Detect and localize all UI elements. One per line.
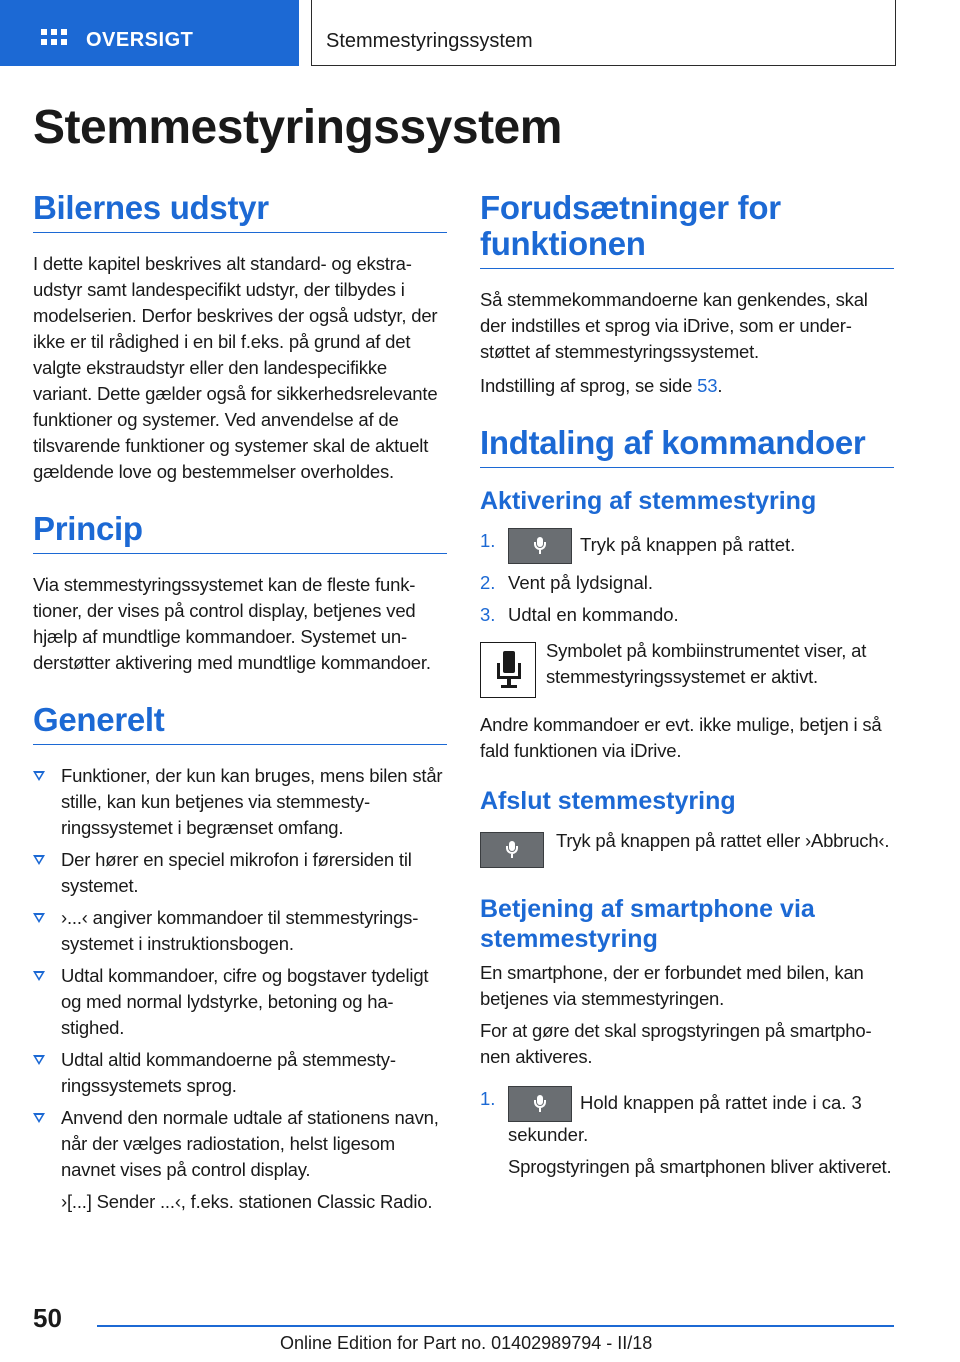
microphone-icon	[506, 841, 518, 859]
list-item: ›...‹ angiver kommandoer til stemmestyringssystemet i instruktionsbogen.	[33, 905, 447, 957]
list-item: Der hører en speciel mikrofon i førersiden til systemet.	[33, 847, 447, 899]
page-title: Stemmestyringssystem	[33, 101, 562, 154]
general-list	[33, 763, 447, 1183]
smartphone-steps	[480, 1086, 894, 1148]
footer-divider	[97, 1325, 894, 1327]
steering-wheel-voice-button	[508, 528, 572, 564]
list-item: Udtal altid kommandoerne på stemmestyringssystemets sprog.	[33, 1047, 447, 1099]
prerequisites-heading: Forudsætninger for funktionen	[480, 190, 894, 269]
top-navigation-bar	[0, 0, 960, 66]
smartphone-text-2: For at gøre det skal sprogstyringen på smartphonen aktiveres.	[480, 1020, 872, 1067]
microphone-icon	[534, 1095, 546, 1113]
equipment-text: I dette kapitel beskrives alt standard- og ekstraudstyr samt landespecifikt udstyr, der tilbydes i modelserien. Derfor beskrives der også udstyr, der ikke er til rådighed i en bil f.eks. på grund af det valgte ekstraudstyr eller den landespecifikke variant. Dette gælder også for sikkerhedsrelevante funktioner og systemer. Ved anvendelse af de tilsvarende funktioner og systemer skal de aktuelt gældende love og bestemmelser overholdes.	[33, 253, 438, 482]
activate-heading: Aktivering af stemmestyring	[480, 487, 817, 515]
left-column	[33, 190, 447, 1241]
bullet-triangle-icon	[33, 971, 45, 981]
active-symbol-row	[480, 638, 894, 698]
list-item: Funktioner, der kun kan bruges, mens bilen står stille, kan kun betjenes via stemmestyringssystemet i begrænset omfang.	[33, 763, 447, 841]
principle-section	[33, 511, 447, 676]
step-item: 2. Vent på lydsignal.	[480, 572, 654, 593]
step-item: 1. Hold knappen på rattet inde i ca. 3 sekunder.	[480, 1088, 862, 1145]
other-commands-text: Andre kommandoer er evt. ikke mulige, betjen i så fald funktionen via iDrive.	[480, 714, 882, 761]
bullet-triangle-icon	[33, 1055, 45, 1065]
principle-text: Via stemmestyringssystemet kan de fleste funktioner, der vises på control display, betjenes ved hjælp af mundtlige kommandoer. Systemet understøtter aktivering med mundtlige kommandoer.	[33, 574, 431, 673]
bullet-triangle-icon	[33, 771, 45, 781]
current-section-tab[interactable]	[311, 0, 896, 66]
microphone-icon	[534, 537, 546, 555]
instrument-cluster-microphone-icon	[480, 642, 536, 698]
bullet-triangle-icon	[33, 855, 45, 865]
symbol-text: Symbolet på kombiinstrumentet viser, at stemmestyringssystemet er aktivt.	[546, 640, 867, 687]
list-item: Udtal kommandoer, cifre og bogstaver tydeligt og med normal lydstyrke, betoning og hastighed.	[33, 963, 447, 1041]
list-item: Anvend den normale udtale af stationens navn, når der vælges radiostation, helst ligesom navnet vises på control display.	[33, 1105, 447, 1183]
bullet-triangle-icon	[33, 1113, 45, 1123]
smartphone-step-result: Sprogstyringen på smartphonen bliver aktiveret.	[508, 1156, 892, 1177]
general-section	[33, 702, 447, 1215]
exit-row	[480, 828, 894, 868]
equipment-section	[33, 190, 447, 485]
exit-heading: Afslut stemmestyring	[480, 787, 736, 815]
page-link[interactable]: 53	[697, 375, 718, 396]
steering-wheel-voice-button	[480, 832, 544, 868]
radio-command-example: ›[...] Sender ...‹, f.eks. stationen Classic Radio.	[61, 1191, 433, 1212]
bullet-triangle-icon	[33, 913, 45, 923]
general-heading: Generelt	[33, 702, 447, 745]
current-section-label: Stemmestyringssystem	[326, 30, 533, 52]
step-item: 3. Udtal en kommando.	[480, 604, 679, 625]
commands-section	[480, 425, 894, 1180]
commands-heading: Indtaling af kommandoer	[480, 425, 894, 468]
smartphone-text-1: En smartphone, der er forbundet med bilen, kan betjenes via stemmestyringen.	[480, 962, 864, 1009]
activate-steps	[480, 528, 894, 628]
smartphone-heading: Betjening af smartphone via stemmestyring	[480, 895, 815, 953]
prerequisites-text: Så stemmekommandoerne kan genkendes, skal der indstilles et sprog via iDrive, som er understøttet af stemmestyringssystemet.	[480, 289, 868, 362]
page-number: 50	[33, 1303, 62, 1333]
step-item: 1. Tryk på knappen på rattet.	[480, 528, 894, 564]
overview-tab[interactable]	[0, 0, 299, 66]
language-setting-reference: Indstilling af sprog, se side 53.	[480, 375, 723, 396]
prerequisites-section	[480, 190, 894, 399]
right-column	[480, 190, 894, 1180]
exit-text: Tryk på knappen på rattet eller ›Abbruch‹.	[556, 830, 890, 851]
steering-wheel-voice-button	[508, 1086, 572, 1122]
equipment-heading: Bilernes udstyr	[33, 190, 447, 233]
overview-tab-label: OVERSIGT	[86, 29, 194, 51]
grid-menu-icon	[41, 29, 67, 55]
principle-heading: Princip	[33, 511, 447, 554]
edition-info: Online Edition for Part no. 01402989794 - II/18	[280, 1333, 653, 1353]
